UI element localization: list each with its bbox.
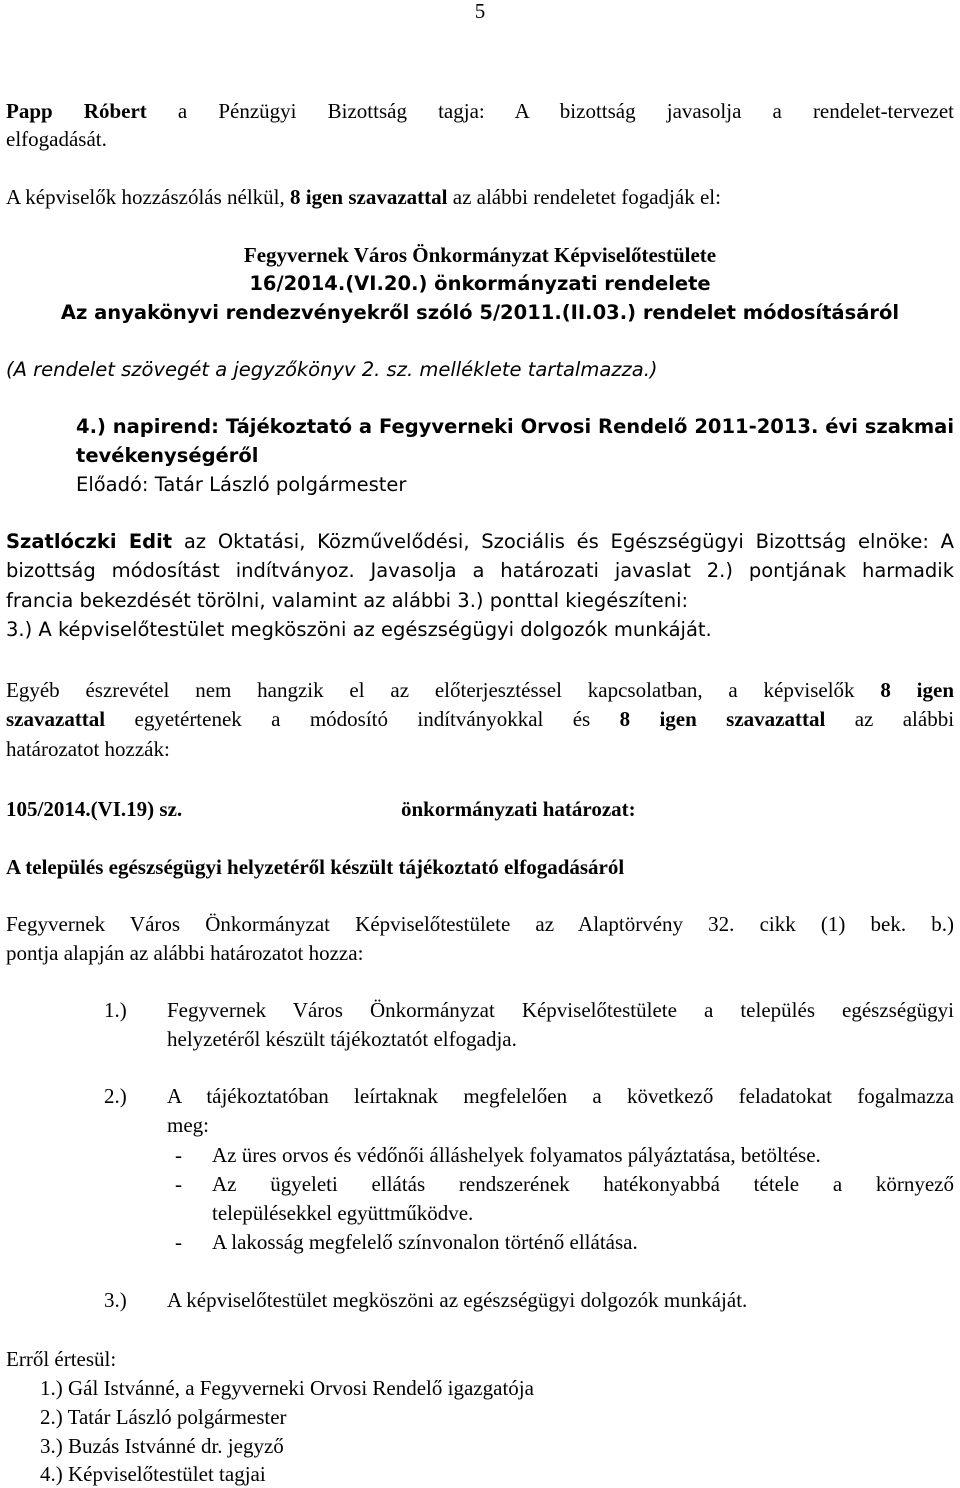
vote-text-after: az alábbi rendeletet fogadják el:: [452, 185, 721, 209]
resolution-item-text: A tájékoztatóban leírtaknak megfelelően a következő feladatokat fogalmazza: [167, 1084, 954, 1108]
resolution-intro-line2: pontja alapján az alábbi határozatot hozza:: [6, 941, 364, 965]
resolution-item-text: Fegyvernek Város Önkormányzat Képviselőtestülete a település egészségügyi: [167, 998, 954, 1022]
paragraph-szatloczki-line3: francia bekezdését törölni, valamint az alábbi 3.) ponttal kiegészíteni:: [6, 589, 689, 612]
bullet-dash: -: [175, 1230, 182, 1254]
decree-note: (A rendelet szövegét a jegyzőkönyv 2. sz. melléklete tartalmazza.): [6, 358, 658, 381]
resolution-item-text-line2: meg:: [167, 1113, 209, 1137]
vote-text-before: A képviselők hozzászólás nélkül,: [6, 185, 285, 209]
resolution-item-number: 3.): [104, 1288, 127, 1312]
agenda-title-line2: tevékenységéről: [76, 444, 259, 467]
bullet-text: A lakosság megfelelő színvonalon történő ellátása.: [212, 1230, 638, 1254]
bullet-dash: -: [175, 1143, 182, 1167]
notify-item: 2.) Tatár László polgármester: [40, 1405, 287, 1429]
paragraph-papp: [6, 98, 954, 124]
other-text-3: az alábbi: [854, 707, 955, 731]
bullet-text-line2: településekkel együttműködve.: [212, 1201, 474, 1225]
bullet-text: Az üres orvos és védőnői álláshelyek folyamatos pályáztatása, betöltése.: [212, 1143, 821, 1167]
speaker-text-2: az Oktatási, Közművelődési, Szociális és Egészségügyi Bizottság elnöke: A: [183, 530, 955, 553]
other-text-2: egyetértenek a módosító indítványokkal és: [134, 707, 591, 731]
paragraph-papp-line2: elfogadását.: [6, 127, 107, 151]
notify-item: 1.) Gál Istvánné, a Fegyverneki Orvosi Rendelő igazgatója: [40, 1376, 534, 1400]
resolution-number: 105/2014.(VI.19) sz.: [6, 797, 183, 821]
bullet-text: Az ügyeleti ellátás rendszerének hatékonyabbá tétele a környező: [212, 1172, 954, 1196]
resolution-item-text: A képviselőtestület megköszöni az egészségügyi dolgozók munkáját.: [167, 1288, 748, 1312]
paragraph-szatloczki: [6, 529, 954, 555]
resolution-item-number: 2.): [104, 1084, 127, 1108]
decree-line-2: 16/2014.(VI.20.) önkormányzati rendelete: [249, 272, 711, 295]
agenda-presenter: Előadó: Tatár László polgármester: [76, 473, 407, 496]
paragraph-szatloczki-line2: bizottság módosítást indítványoz. Javasolja a határozati javaslat 2.) pontjának harmadik: [6, 559, 954, 582]
paragraph-szatloczki-line4: 3.) A képviselőtestület megköszöni az egészségügyi dolgozók munkáját.: [6, 618, 712, 641]
notify-item: 3.) Buzás Istvánné dr. jegyző: [40, 1434, 284, 1458]
speaker-name-2: Szatlóczki Edit: [6, 530, 173, 553]
other-vote-1: 8 igen: [880, 678, 954, 702]
other-text-1: Egyéb észrevétel nem hangzik el az előterjesztéssel kapcsolatban, a képviselők: [6, 678, 855, 702]
speaker-text: a Pénzügyi Bizottság tagja: A bizottság javasolja a rendelet-tervezet: [177, 99, 955, 123]
resolution-item-text-line2: helyzetéről készült tájékoztatót elfogadja.: [167, 1027, 517, 1051]
paragraph-other-line3: határozatot hozzák:: [6, 737, 170, 761]
paragraph-vote: [6, 184, 721, 210]
agenda-title: 4.) napirend: Tájékoztató a Fegyverneki Orvosi Rendelő 2011-2013. évi szakmai: [76, 415, 954, 438]
notify-heading: Erről értesül:: [6, 1347, 117, 1371]
paragraph-other-line2: [6, 706, 954, 732]
resolution-title: A település egészségügyi helyzetéről készült tájékoztató elfogadásáról: [6, 855, 625, 879]
resolution-item-number: 1.): [104, 998, 127, 1022]
resolution-intro: Fegyvernek Város Önkormányzat Képviselőtestülete az Alaptörvény 32. cikk (1) bek. b.): [6, 912, 954, 936]
decree-title: Az anyakönyvi rendezvényekről szóló 5/2011.(II.03.) rendelet módosításáról: [60, 301, 900, 324]
page-number: 5: [474, 0, 486, 23]
bullet-dash: -: [175, 1172, 182, 1196]
paragraph-other: [6, 677, 954, 703]
resolution-type: önkormányzati határozat:: [401, 797, 636, 821]
speaker-name: Papp Róbert: [6, 99, 147, 123]
notify-item: 4.) Képviselőtestület tagjai: [40, 1462, 266, 1486]
vote-count: 8 igen szavazattal: [290, 185, 448, 209]
other-vote-1b: szavazattal: [6, 707, 106, 731]
decree-line-1: Fegyvernek Város Önkormányzat Képviselőtestülete: [243, 243, 717, 267]
other-vote-2: 8 igen szavazattal: [619, 707, 826, 731]
